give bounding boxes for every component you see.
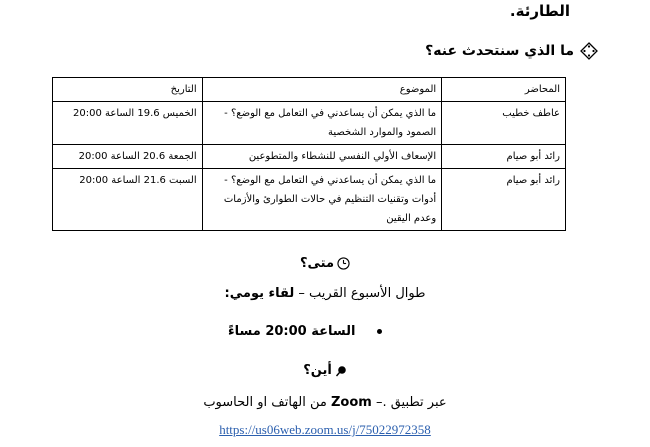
header-date: التاريخ — [53, 78, 203, 102]
zoom-link-line — [0, 422, 650, 438]
table-row — [53, 145, 566, 169]
table-header-row — [53, 78, 566, 102]
time-text: الساعة 20:00 مساءً — [228, 324, 356, 339]
period-line — [0, 286, 650, 301]
app-name: Zoom — [330, 395, 372, 410]
pin-icon — [335, 365, 347, 377]
bullet-icon — [377, 329, 382, 334]
zoom-meeting-link[interactable]: https://us06web.zoom.us/j/75022972358 — [219, 422, 431, 437]
time-bullet-item — [228, 324, 382, 339]
app-suffix: من الهاتف او الحاسوب — [203, 395, 331, 410]
intro-tail-text: الطارئة. — [509, 2, 570, 20]
period-bold: لقاء يومي: — [224, 286, 295, 301]
app-line — [0, 395, 650, 410]
date-cell: السبت 21.6 الساعة 20:00 — [53, 169, 203, 231]
where-heading-label: أين؟ — [303, 363, 332, 378]
app-prefix: عبر تطبيق .– — [371, 395, 447, 410]
topics-heading-label: ما الذي سنتحدث عنه؟ — [425, 43, 574, 59]
date-cell: الخميس 19.6 الساعة 20:00 — [53, 102, 203, 145]
schedule-table — [52, 77, 566, 231]
topics-heading — [425, 42, 598, 60]
table-row — [53, 169, 566, 231]
topic-cell: ما الذي يمكن أن يساعدني في التعامل مع الوضع؟ - الصمود والموارد الشخصية — [202, 102, 442, 145]
speaker-cell: رائد أبو صيام — [442, 145, 566, 169]
date-cell: الجمعة 20.6 الساعة 20:00 — [53, 145, 203, 169]
topic-cell: ما الذي يمكن أن يساعدني في التعامل مع الوضع؟ - أدوات وتقنيات التنظيم في حالات الطوارئ والأزمات وعدم اليقين — [202, 169, 442, 231]
period-text: طوال الأسبوع القريب – — [294, 286, 426, 301]
speaker-cell: عاطف خطيب — [442, 102, 566, 145]
speaker-cell: رائد أبو صيام — [442, 169, 566, 231]
where-heading — [0, 363, 650, 381]
when-heading — [0, 256, 650, 274]
header-topic: الموضوع — [202, 78, 442, 102]
when-heading-label: متى؟ — [299, 256, 335, 271]
clock-icon — [337, 257, 350, 270]
header-speaker: المحاضر — [442, 78, 566, 102]
table-row — [53, 102, 566, 145]
diamond-icon — [580, 42, 598, 60]
topic-cell: الإسعاف الأولي النفسي للنشطاء والمتطوعين — [202, 145, 442, 169]
